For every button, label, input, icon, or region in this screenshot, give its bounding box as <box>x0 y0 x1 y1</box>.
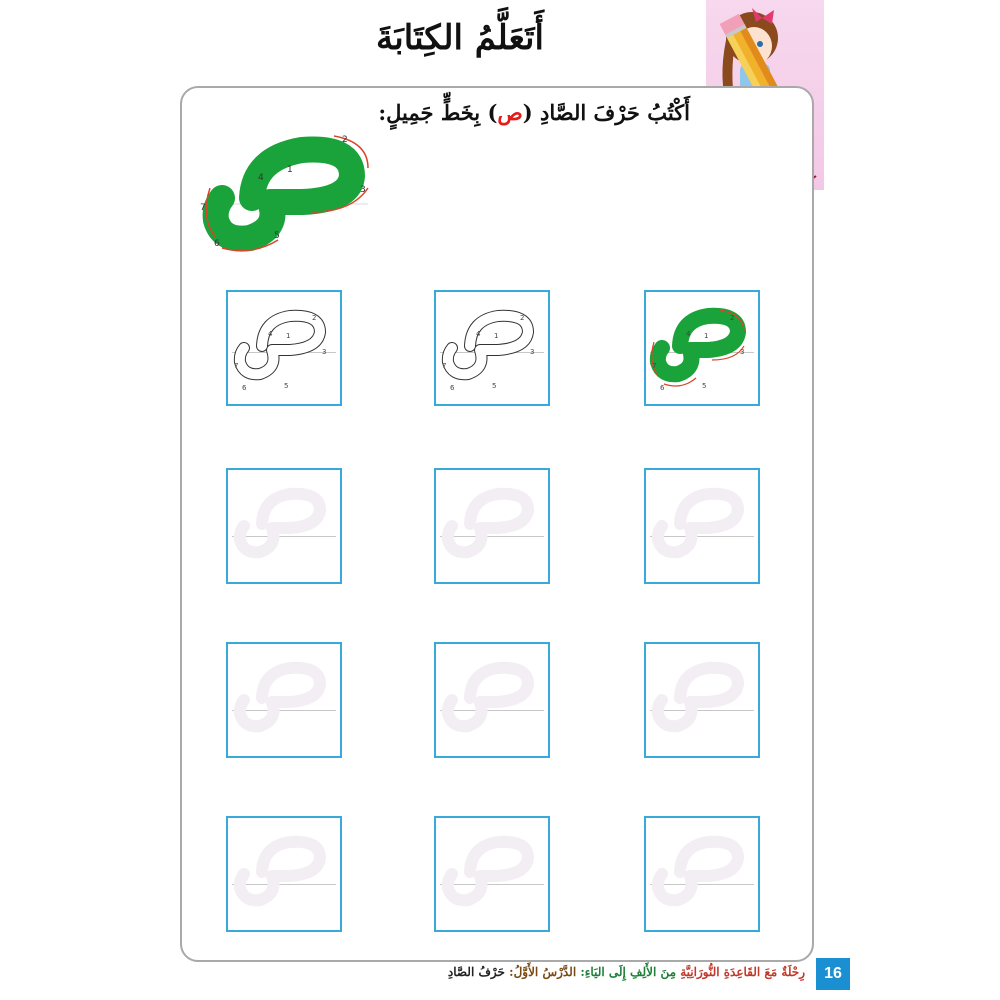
practice-box-traced-outline[interactable] <box>434 290 550 406</box>
practice-box-faint[interactable] <box>434 816 550 932</box>
stroke-number: 4 <box>686 330 691 338</box>
stroke-number: 4 <box>476 330 481 338</box>
stroke-number-6: 6 <box>214 239 220 249</box>
practice-box-faint[interactable] <box>644 816 760 932</box>
practice-box-faint[interactable] <box>644 642 760 758</box>
practice-box-faint[interactable] <box>644 468 760 584</box>
stroke-number: 5 <box>284 382 289 390</box>
instruction-letter: ص <box>497 100 523 125</box>
practice-box-faint[interactable] <box>226 642 342 758</box>
footer-series-title: رِحْلَةٌ مَعَ القَاعِدَةِ النُّورَانِيَّةِ <box>680 965 805 979</box>
stroke-number-1: 1 <box>287 165 293 175</box>
page-title: أَتَعَلَّمُ الكِتَابَةَ <box>376 18 544 58</box>
practice-box-faint[interactable] <box>226 816 342 932</box>
stroke-number: 2 <box>730 314 735 322</box>
stroke-number: 1 <box>704 332 709 340</box>
practice-box-faint[interactable] <box>434 468 550 584</box>
footer-topic: حَرْفُ الصَّادِ <box>447 965 505 979</box>
stroke-number: 5 <box>492 382 497 390</box>
stroke-number-7: 7 <box>200 203 206 213</box>
practice-box-filled-example[interactable] <box>644 290 760 406</box>
stroke-number: 3 <box>740 348 745 356</box>
stroke-number: 7 <box>442 362 447 370</box>
practice-box-traced-outline[interactable] <box>226 290 342 406</box>
stroke-number: 2 <box>520 314 525 322</box>
instruction-text <box>360 100 690 125</box>
stroke-number: 1 <box>286 332 291 340</box>
stroke-number: 3 <box>530 348 535 356</box>
stroke-number: 4 <box>268 330 273 338</box>
instruction-after: ) بِخَطٍّ جَمِيلٍ: <box>378 100 498 125</box>
stroke-number-3: 3 <box>360 185 366 195</box>
stroke-number: 2 <box>312 314 317 322</box>
footer-subtitle: مِنَ الأَلِفِ إِلَى اليَاءِ: <box>580 965 677 979</box>
stroke-number: 3 <box>322 348 327 356</box>
stroke-number: 7 <box>652 362 657 370</box>
stroke-number: 6 <box>450 384 455 392</box>
footer-text <box>360 965 805 979</box>
stroke-number: 6 <box>660 384 665 392</box>
stroke-number: 6 <box>242 384 247 392</box>
stroke-number-2: 2 <box>342 135 348 145</box>
page-number: 16 <box>816 958 850 990</box>
stroke-number: 7 <box>234 362 239 370</box>
instruction-before: أَكْتُبُ حَرْفَ الصَّادِ ( <box>522 100 690 125</box>
stroke-number-5: 5 <box>274 231 280 241</box>
practice-box-faint[interactable] <box>226 468 342 584</box>
practice-box-faint[interactable] <box>434 642 550 758</box>
stroke-number: 5 <box>702 382 707 390</box>
stroke-number-4: 4 <box>258 173 264 183</box>
footer-lesson: الدَّرْسُ الأَوَّلُ: <box>509 965 577 979</box>
stroke-number: 1 <box>494 332 499 340</box>
model-letter-with-stroke-order <box>192 128 382 258</box>
